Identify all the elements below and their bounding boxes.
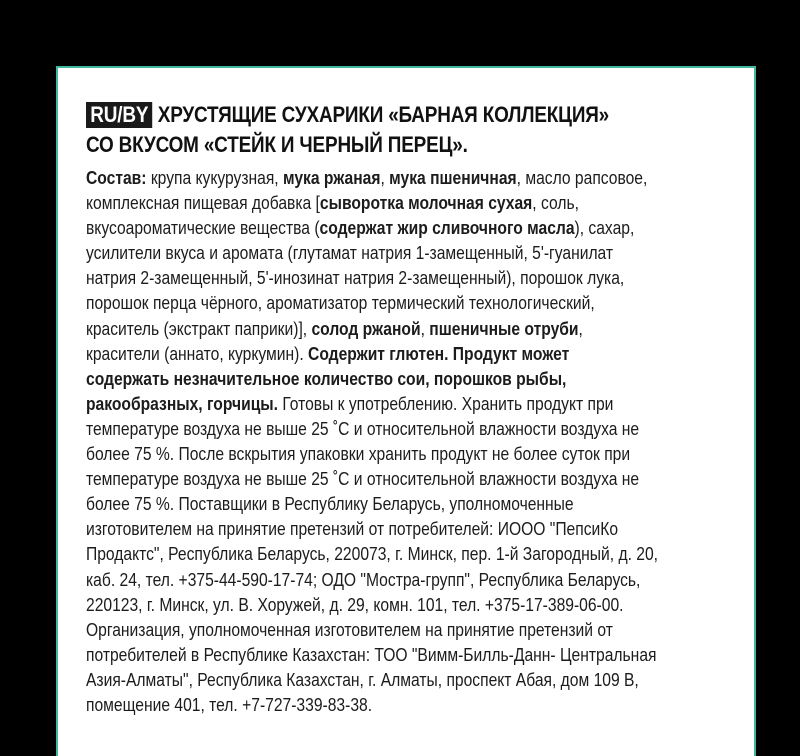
text-run: красители (аннато, куркумин).	[86, 342, 309, 364]
text-run: , масло рапсовое,	[516, 167, 648, 188]
composition-line	[86, 316, 728, 341]
supplier-line: изготовителем на принятие претензий от потребителей: ИООО "ПепсиКо	[86, 518, 619, 540]
composition-line	[86, 341, 728, 366]
allergen-text: мука пшеничная	[389, 167, 517, 188]
title-text-1: ХРУСТЯЩИЕ СУХАРИКИ «БАРНАЯ КОЛЛЕКЦИЯ»	[157, 102, 610, 127]
allergen-warning: Содержит глютен. Продукт может	[308, 342, 570, 364]
text-run: Готовы к употреблению. Хранить продукт при	[277, 392, 614, 414]
composition-text	[86, 165, 728, 717]
text-run: ,	[578, 317, 583, 339]
composition-line: порошок перца чёрного, ароматизатор термический технологический,	[86, 292, 595, 314]
composition-line	[86, 215, 728, 240]
supplier-line: потребителей в Республике Казахстан: ТОО "Вимм-Билль-Данн- Центральная	[86, 643, 657, 665]
allergen-text: сыворотка молочная сухая	[319, 192, 533, 214]
supplier-line: каб. 24, тел. +375-44-590-17-74; ОДО "Мостра-групп", Республика Беларусь,	[86, 568, 641, 590]
composition-line	[86, 391, 728, 416]
supplier-line: Азия-Алматы", Республика Казахстан, г. Алматы, проспект Абая, дом 109 В,	[86, 668, 639, 690]
supplier-line: 220123, г. Минск, ул. В. Хоружей, д. 29, комн. 101, тел. +375-17-389-06-00.	[86, 593, 624, 615]
composition-line: натрия 2-замещенный, 5'-инозинат натрия 2-замещенный), порошок лука,	[86, 267, 625, 289]
composition-line	[86, 190, 728, 215]
text-run: ,	[380, 167, 390, 188]
allergen-warning: ракообразных, горчицы.	[86, 392, 278, 414]
text-run: ), сахар,	[574, 217, 635, 239]
supplier-line: помещение 401, тел. +7-727-339-83-38.	[86, 693, 373, 715]
composition-line: усилители вкуса и аромата (глутамат натрия 1-замещенный, 5'-гуанилат	[86, 242, 614, 264]
allergen-text: мука ржаная	[282, 167, 381, 188]
composition-line	[86, 165, 728, 190]
title-line-1	[86, 100, 654, 130]
allergen-text: содержат жир сливочного масла	[319, 217, 575, 239]
storage-line: более 75 %. После вскрытия упаковки хранить продукт не более суток при	[86, 443, 631, 465]
title-line-2: СО ВКУСОМ «СТЕЙК И ЧЕРНЫЙ ПЕРЕЦ».	[86, 132, 468, 157]
product-title	[86, 100, 654, 160]
supplier-line: Организация, уполномоченная изготовителем на принятие претензий от	[86, 618, 613, 640]
storage-line: температуре воздуха не выше 25 ˚С и относительной влажности воздуха не	[86, 468, 640, 490]
allergen-text: пшеничные отруби	[429, 317, 579, 339]
allergen-warning: содержать незначительное количество сои, порошков рыбы,	[86, 367, 567, 389]
text-run: , соль,	[532, 192, 579, 214]
composition-label: Состав:	[86, 167, 147, 188]
text-run: крупа кукурузная,	[146, 167, 283, 188]
text-run: вкусоароматические вещества (	[86, 217, 320, 239]
text-run: ,	[420, 317, 430, 339]
supplier-line: Продактс", Республика Беларусь, 220073, г. Минск, пер. 1-й Загородный, д. 20,	[86, 543, 658, 565]
language-badge: RU/BY	[86, 102, 153, 128]
allergen-text: солод ржаной	[311, 317, 421, 339]
supplier-line: более 75 %. Поставщики в Республику Беларусь, уполномоченные	[86, 493, 574, 515]
storage-line: температуре воздуха не выше 25 ˚С и относительной влажности воздуха не	[86, 417, 640, 439]
text-run: комплексная пищевая добавка [	[86, 192, 320, 214]
text-run: краситель (экстракт паприки)],	[86, 317, 312, 339]
